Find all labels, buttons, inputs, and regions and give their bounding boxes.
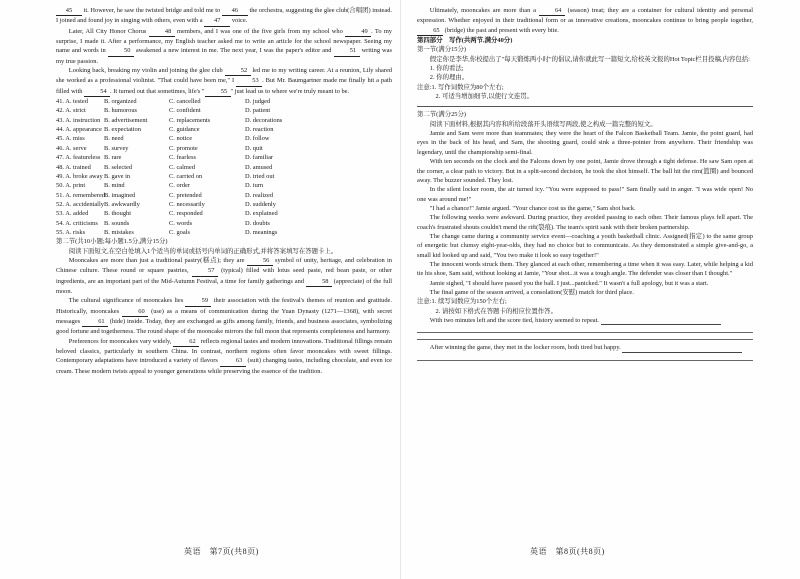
passage-text: (appreciate) of the full moon. [56,277,392,295]
answer-blank: 48 [149,27,175,37]
option-choice: B. mind [104,182,125,190]
passage-text: Later, All City Honor Chorus [68,27,149,35]
continuation-prompt-2-text: After winning the game, they met in the locker room, both tired but happy. [429,344,621,352]
story-paragraph: With ten seconds on the clock and the Falcons down by one point, Jamie drove through a tight defense. He saw Sam open at the corner, a clear path to victory. But in a split-second decision, he took the shot himself. The ball hit the rim(篮圈) and bounced away. The buzzer sounded. They lost. [417,158,753,184]
grammar-paragraph-3 [56,337,392,376]
option-number-a: 55. A. risks [56,228,86,236]
option-choice: D. judged [245,98,271,106]
writing-note-1: 注意:1. 写作词数应为80个左右; [417,83,504,91]
answer-blank: 46 [222,6,248,16]
option-choice: B. sounds [104,219,130,227]
passage-text: led me to my writing career. At a reunion, Lily shared she worked as a professional violinist. "That could have been me," I [56,67,392,85]
passage-text: members, and I was one of the five girls from my school who [174,27,346,35]
continuation-prompt-1 [417,316,753,325]
option-spacer [315,181,375,190]
option-number-a: 51. A. remembered [56,191,105,199]
passage-text: reflects regional tastes and modern innovations. Traditional fillings remain beloved classics, particularly in southern China. In contrast, northern regions often favor mooncakes with sweet fillings. Contemporary adaptations have introduced a variety of flavors [56,337,392,365]
passage-text: Preferences for mooncakes vary widely, [68,337,174,345]
option-choice: D. quit [245,144,263,152]
option-spacer [315,172,375,181]
part4-title: 第四部分 写作(共两节,满分40分) [417,37,513,45]
option-choice: C. replacements [169,116,211,124]
passage-text: (bridge) the past and present with every bite. [443,26,559,34]
option-choice: D. amused [245,163,273,171]
answer-line [417,339,753,340]
passage-text: Looking back, breaking my violin and joining the glee club [68,67,225,75]
answer-blank: 65 [417,26,443,36]
option-choice: C. goals [169,228,190,236]
answer-blank: 50 [108,46,134,56]
writing-section2-title: 第二节(满分25分) [417,111,466,119]
story-paragraph: The following weeks were awkward. During practice, they avoided passing to each other. Their famous plays fell apart. The coach's frustrated shouts couldn't mend the rift(裂痕). The team's spirit sank with their broken partnership. [417,214,753,231]
answer-blank: 63 [220,356,246,366]
answer-blank: 54 [84,87,110,97]
option-choice: D. reaction [245,126,274,134]
answer-blank: 58 [306,277,332,287]
page-8-footer: 英语 第8页(共8页) [530,547,605,556]
option-choice: C. calmed [169,163,195,171]
writing-section1-title: 第一节(满分15分) [417,46,466,54]
writing-section1-prompt: 假定你是李华,你校提出了"每天锻炼两小时"的倡议,请你就此写一篇短文,给校英文报的Hot Topic栏目投稿,内容包括: [429,55,750,63]
answer-blank: 60 [122,307,148,317]
option-choice: C. necessarily [169,200,205,208]
option-choice: D. follow [245,135,270,143]
option-number-a: 52. A. accidentally [56,200,104,208]
answer-blank: 47 [204,16,230,26]
cloze-paragraph-1 [56,6,392,27]
passage-text: The cultural significance of mooncakes lies [68,297,186,305]
option-number-a: 54. A. criticisms [56,219,98,227]
option-number-a: 45. A. miss [56,135,85,143]
section2-instructions: 阅读下面短文,在空白处填入1个适当的单词或括号内单词的正确形式,并将答案填写在答题卡上。 [68,247,338,255]
cloze-options-grid [56,97,392,237]
answer-line [417,360,753,361]
passage-text: their association with the festival's themes of reunion and gratitude. Historically, mooncakes [56,297,392,315]
option-spacer [315,200,375,209]
option-choice: B. organized [104,98,137,106]
answer-line [622,352,742,353]
answer-blank: 56 [247,256,273,266]
grammar-paragraph-2 [56,296,392,336]
option-choice: D. turn [245,182,264,190]
answer-blank: 49 [345,27,371,37]
option-number-a: 48. A. trained [56,163,91,171]
passage-text: it. However, he saw the twisted bridge and told me to [82,7,222,14]
option-choice: C. words [169,219,193,227]
option-number-a: 44. A. appearance [56,126,102,134]
option-number-a: 46. A. serve [56,144,87,152]
option-number-a: 41. A. tested [56,98,88,106]
option-number-a: 43. A. instruction [56,116,101,124]
option-choice: C. fearless [169,154,196,162]
option-choice: B. advertisement [104,116,148,124]
continuation-note-2: 2. 请按如下格式在答题卡的相应位置作答。 [435,307,557,315]
option-choice: B. selected [104,163,133,171]
option-spacer [315,125,375,134]
option-choice: B. expectation [104,126,141,134]
passage-text: (suit) changing tastes, including chocolate, and even ice cream. These modern twists appeal to younger generations while preserving the essence of the tradition. [56,357,393,375]
story-paragraph: The innocent words struck them. They glanced at each other, remembering a time when it was easy. Later, while helping a kid tie his shoe, Sam said, without looking at Jamie, "Your shot...it was a tough angle. The defender was closer than I thought." [417,260,753,278]
option-choice: D. realized [245,191,274,199]
passage-text: (use) as a means of communication during the Yuan Dynasty (1271—1368), with secret messages [56,307,392,325]
option-choice: C. guidance [169,126,200,134]
page-8 [417,6,753,361]
option-choice: B. imagined [104,191,136,199]
option-choice: C. responded [169,210,203,218]
passage-text: writing was my true passion. [56,47,392,65]
option-choice: D. tried out [245,172,275,180]
option-choice: B. rare [104,154,122,162]
page-7-footer: 英语 第7页(共8页) [184,547,259,556]
answer-blank: 57 [192,266,218,276]
story-paragraph: "I had a chance!" Jamie argued. "Your chance cost us the game," Sam shot back. [429,204,636,212]
answer-blank: 52 [225,66,251,76]
story-paragraph: The final game of the season arrived, a consolation(安慰) match for third place. [429,288,634,296]
continuation-prompt-2 [417,343,753,352]
option-choice: D. suddenly [245,200,276,208]
passage-text: " just lead us to where we're truly meant to be. [230,87,350,95]
answer-blank: 55 [205,87,231,97]
passage-text: (season) treat; they are a container for cultural identity and personal expression. Whether enjoyed in their traditional form or as innovative creations, mooncakes continue to bring people together, [417,7,753,25]
option-spacer [315,191,375,200]
answer-line [417,332,753,333]
option-choice: B. gave in [104,172,131,180]
option-spacer [315,97,375,106]
passage-text: . But Mr. Baumgartner made me finally hit a path filled with [56,77,392,95]
option-choice: C. order [169,182,190,190]
option-number-a: 50. A. print [56,182,86,190]
option-choice: D. explained [245,210,278,218]
section-divider [417,106,753,107]
story-paragraph: Jamie and Sam were more than teammates; they were the heart of the Falcon Basketball Team. Jamie, the point guard, had eyes in the back of his head, and Sam, the shooting guard, could sink a three-pointer from anywhere. Their friendship was legendary, until the championship semi-final. [417,130,753,156]
page-fold-divider [400,0,401,579]
option-choice: C. promote [169,144,198,152]
answer-blank: 59 [185,296,211,306]
option-choice: C. carried on [169,172,203,180]
option-spacer [315,134,375,143]
passage-text: . It turned out that sometimes, life's " [110,87,205,95]
option-choice: C. pretended [169,191,202,199]
grammar-paragraph-1 [56,256,392,296]
continuation-note-1: 注意:1. 续写词数应为150个左右; [417,298,507,306]
story-paragraph: The change came during a community service event—coaching a youth basketball clinic. Assigned(指定) to the same group of energetic but clumsy eight-year-olds, they had no choice but to communicate. As they demonstrated a simple give-and-go, a small kid looked up and said, "You two make it look so easy together!" [417,232,753,259]
option-choice: B. need [104,135,124,143]
option-choice: D. familiar [245,154,274,162]
writing-point-1: 1. 你的看法; [429,65,464,73]
option-choice: D. decorations [245,116,283,124]
writing-note-2: 2. 可适当增加细节,以使行文连贯。 [435,93,534,101]
option-spacer [315,116,375,125]
option-choice: D. meanings [245,228,278,236]
page-7 [56,6,392,376]
grammar-paragraph-4 [417,6,753,36]
answer-blank: 53 [236,76,262,86]
option-choice: D. patient [245,107,271,115]
passage-text: . To my surprise, I made it. After a performance, my English teacher asked me to write an article for the school newspaper. Seeing my name and words in [56,27,392,55]
passage-text: awakened a new interest in me. The next year, I was the paper's editor and [133,47,334,55]
passage-text: voice. [230,17,248,25]
option-spacer [315,228,375,237]
continuation-prompt-1-text: With two minutes left and the score tied, history seemed to repeat. [429,317,600,324]
option-spacer [315,219,375,228]
cloze-paragraph-3 [56,66,392,97]
passage-text: Ultimately, mooncakes are more than a [429,7,539,14]
section2-title: 第二节(共10小题;每小题1.5分,满分15分) [56,238,168,246]
option-number-a: 42. A. strict [56,107,86,115]
answer-blank: 61 [82,317,108,327]
answer-blank: 51 [334,46,360,56]
writing-point-2: 2. 你的理由。 [429,74,469,82]
option-spacer [315,209,375,218]
answer-blank: 62 [173,337,199,347]
cloze-paragraph-2 [56,27,392,66]
option-number-a: 53. A. added [56,210,89,218]
option-number-a: 49. A. broke away [56,172,103,180]
option-spacer [315,163,375,172]
passage-text: (typical) filled with lotus seed paste, red bean paste, or other ingredients, are an important part of the Mid-Autumn Festival, a time for family gatherings and [56,267,392,285]
option-choice: C. notice [169,135,193,143]
passage-text: symbol of unity, heritage, and celebration in Chinese culture. These round or square pastries, [56,256,392,275]
answer-blank: 45 [56,6,82,16]
option-choice: B. humorous [104,107,138,115]
option-number-a: 47. A. featureless [56,154,101,162]
option-choice: C. cancelled [169,98,201,106]
option-choice: B. survey [104,144,129,152]
story-paragraph: Jamie sighed, "I should have passed you the ball. I just...panicked." It wasn't a full apology, but it was a start. [429,279,709,287]
option-spacer [315,106,375,115]
passage-text: the orchestra, suggesting the glee club(合唱团) instead. I joined and found joy in singing with others, even with a [56,7,392,25]
continuation-story [417,129,753,297]
option-choice: B. awkwardly [104,200,140,208]
answer-blank: 64 [539,6,565,16]
option-choice: D. doubts [245,219,270,227]
option-choice: B. mistakes [104,228,134,236]
passage-text: Mooncakes are more than just a traditional pastry(糕点); they are [68,256,247,264]
answer-line [601,324,721,325]
option-spacer [315,153,375,162]
option-spacer [315,144,375,153]
story-paragraph: In the silent locker room, the air turned icy. "You were supposed to pass!" Sam finally said in anger. "I was wide open! No one was around me!" [417,186,753,203]
writing-section2-instructions: 阅读下面材料,根据其内容和所给段落开头语续写两段,使之构成一篇完整的短文。 [429,120,657,128]
option-choice: C. confident [169,107,201,115]
option-choice: B. thought [104,210,131,218]
passage-text: (hide) inside. Today, they are exchanged as gifts among family, friends, and business associates, symbolizing good fortune and togetherness. The round shape of the mooncake mirrors the full moon that represents completeness and harmony. [56,318,393,336]
